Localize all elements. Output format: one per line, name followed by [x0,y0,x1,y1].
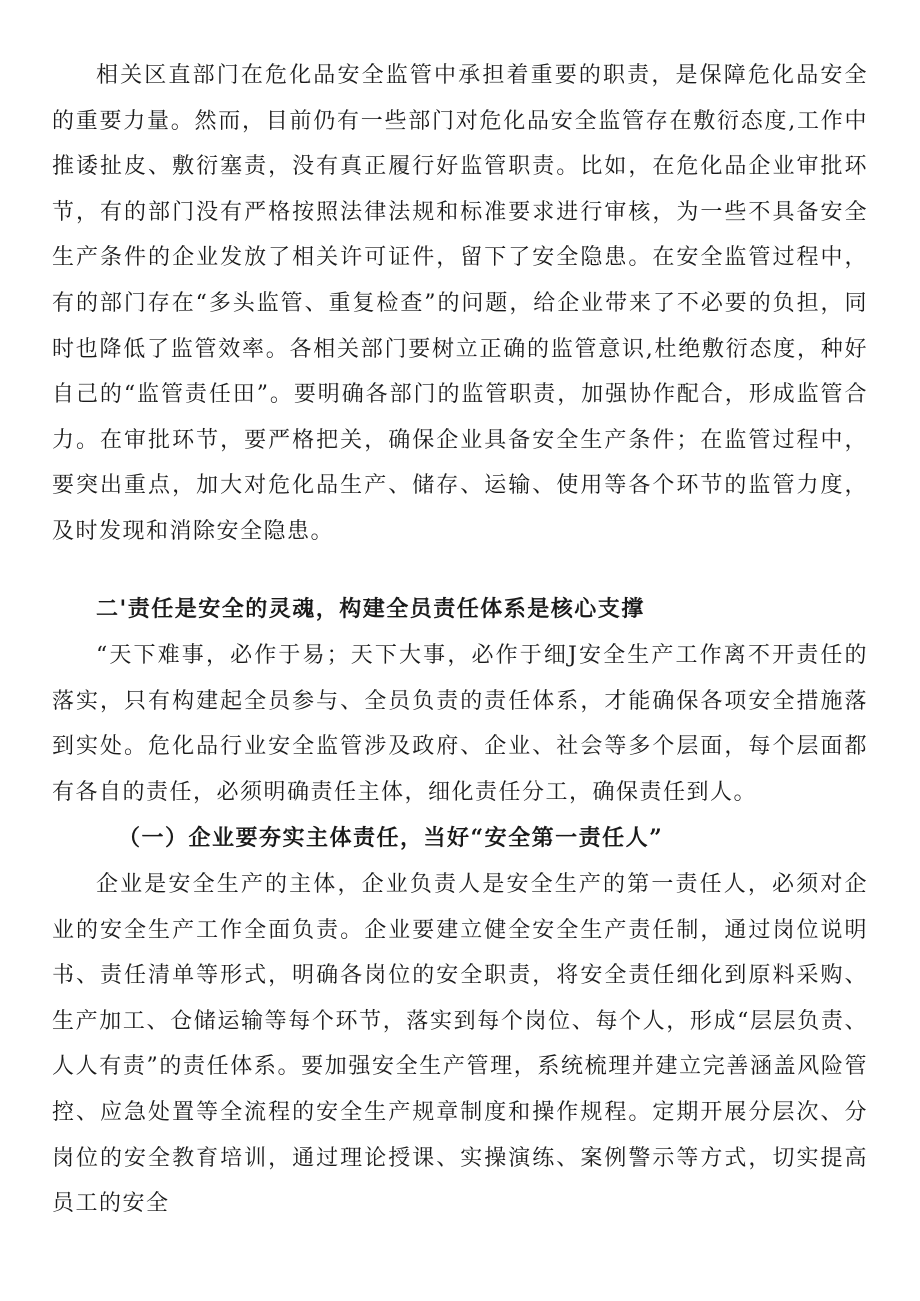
subsection-heading-enterprise: （一）企业要夯实主体责任，当好“安全第一责任人” [118,825,664,851]
body-paragraph-enterprise-responsibility: 企业是安全生产的主体，企业负责人是安全生产的第一责任人，必须对企业的安全生产工作全面负责。企业要建立健全安全生产责任制，通过岗位说明书、责任清单等形式，明确各岗位的安全职责，将安全责任细化到原料采购、生产加工、仓储运输等每个环节，落实到每个岗位、每个人，形成“层层负责、人人有责”的责任体系。要加强安全生产管理，系统梳理并建立完善涵盖风险管控、应急处置等全流程的安全生产规章制度和操作规程。定期开展分层次、分岗位的安全教育培训，通过理论授课、实操演练、案例警示等方式，切实提高员工的安全 [52,872,868,1217]
body-paragraph-supervision: 相关区直部门在危化品安全监管中承担着重要的职责，是保障危化品安全的重要力量。然而，目前仍有一些部门对危化品安全监管存在敷衍态度,工作中推诿扯皮、敷衍塞责，没有真正履行好监管职责。比如，在危化品企业审批环节，有的部门没有严格按照法律法规和标准要求进行审核，为一些不具备安全生产条件的企业发放了相关许可证件，留下了安全隐患。在安全监管过程中，有的部门存在“多头监管、重复检查”的问题，给企业带来了不必要的负担，同时也降低了监管效率。各相关部门要树立正确的监管意识,杜绝敷衍态度，种好自己的“监管责任田”。要明确各部门的监管职责，加强协作配合，形成监管合力。在审批环节，要严格把关，确保企业具备安全生产条件；在监管过程中，要突出重点，加大对危化品生产、储存、运输、使用等各个环节的监管力度，及时发现和消除安全隐患。 [52,63,868,544]
body-paragraph-responsibility-system: “天下难事，必作于易；天下大事，必作于细J安全生产工作离不开责任的落实，只有构建起全员参与、全员负责的责任体系，才能确保各项安全措施落到实处。危化品行业安全监管涉及政府、企业、社会等多个层面，每个层面都有各自的责任，必须明确责任主体，细化责任分工，确保责任到人。 [52,643,868,805]
section-heading-responsibility: 二'责任是安全的灵魂，构建全员责任体系是核心支撑 [96,596,645,622]
